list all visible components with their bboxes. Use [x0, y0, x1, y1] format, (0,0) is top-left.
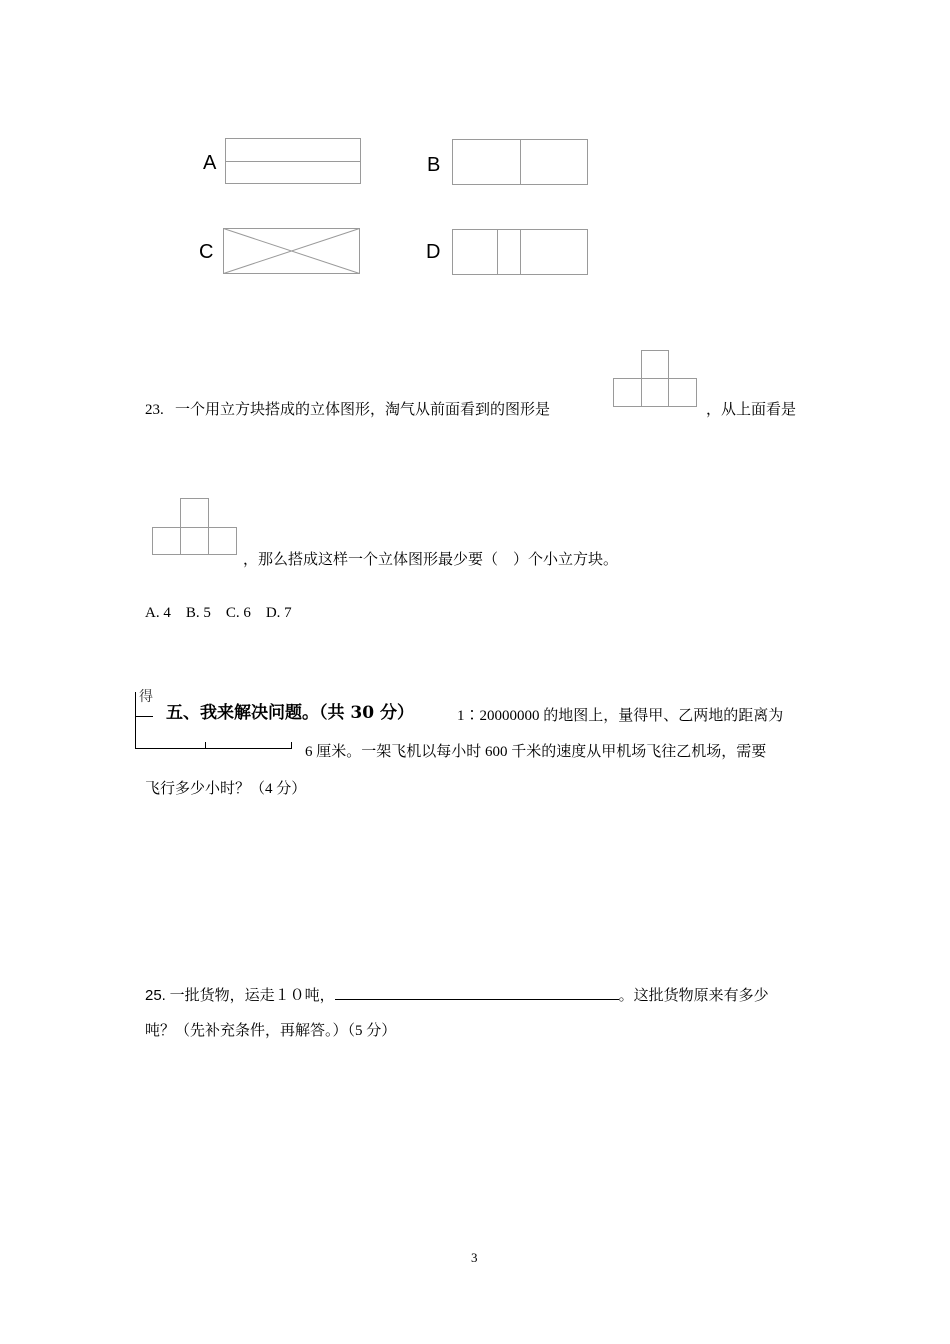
top-view-cell-top [180, 498, 209, 528]
score-box-tick-1 [205, 742, 206, 748]
page-number: 3 [471, 1250, 478, 1265]
top-view-cell-bottom-right [208, 527, 237, 555]
q23-text-part3: ，那么搭成这样一个立体图形最少要（ ）个小立方块。 [243, 552, 619, 568]
option-a-figure [225, 138, 361, 184]
top-view-figure [152, 498, 237, 556]
q23-text-part2: ，从上面看是 [706, 402, 797, 418]
option-c-label: C [199, 241, 214, 263]
q25-text-after: 。这批货物原来有多少 [618, 988, 769, 1004]
front-view-cell-bottom-left [613, 378, 642, 407]
option-b-figure [452, 139, 588, 185]
score-box-left-border [135, 692, 136, 749]
score-box-tick-2 [291, 742, 292, 748]
score-box-label: 得 [139, 690, 153, 705]
front-view-cell-top [641, 350, 669, 379]
option-d-divider-1 [497, 230, 498, 274]
q25-text-before: 一批货物，运走１０吨， [169, 988, 335, 1004]
q23-number: 23. [145, 402, 164, 418]
q23-text-part1: 一个用立方块搭成的立体图形，淘气从前面看到的图形是 [175, 402, 551, 418]
option-b-divider [520, 140, 521, 184]
q25-line2: 吨？（先补充条件，再解答。）（5 分） [145, 1023, 397, 1039]
option-d-divider-2 [520, 230, 521, 274]
score-box-bottom-border [135, 748, 292, 749]
top-view-cell-bottom-left [152, 527, 181, 555]
option-b-label: B [427, 154, 441, 176]
q24-line1: 1∶20000000 的地图上，量得甲、乙两地的距离为 [457, 708, 784, 724]
option-c-figure [223, 228, 361, 275]
front-view-cell-bottom-mid [641, 378, 669, 407]
section-5-title: 五、我来解决问题。（共 30 分） [166, 703, 414, 723]
front-view-cell-bottom-right [668, 378, 697, 407]
top-view-cell-bottom-mid [180, 527, 209, 555]
q24-line2: 6 厘米。一架飞机以每小时 600 千米的速度从甲机场飞往乙机场，需要 [305, 744, 767, 760]
score-box-mid-line [135, 716, 153, 717]
q23-choices: A. 4 B. 5 C. 6 D. 7 [145, 605, 292, 621]
q25-line1 [145, 985, 769, 1006]
q25-number: 25. [145, 987, 166, 1004]
option-d-figure [452, 229, 588, 275]
option-d-label: D [426, 241, 441, 263]
option-a-divider [226, 161, 360, 162]
q25-fill-blank[interactable] [335, 985, 619, 1000]
q24-line3: 飞行多少小时？（4 分） [145, 781, 307, 797]
front-view-figure [612, 350, 697, 408]
option-a-label: A [203, 152, 217, 174]
q23-line1 [145, 400, 550, 420]
